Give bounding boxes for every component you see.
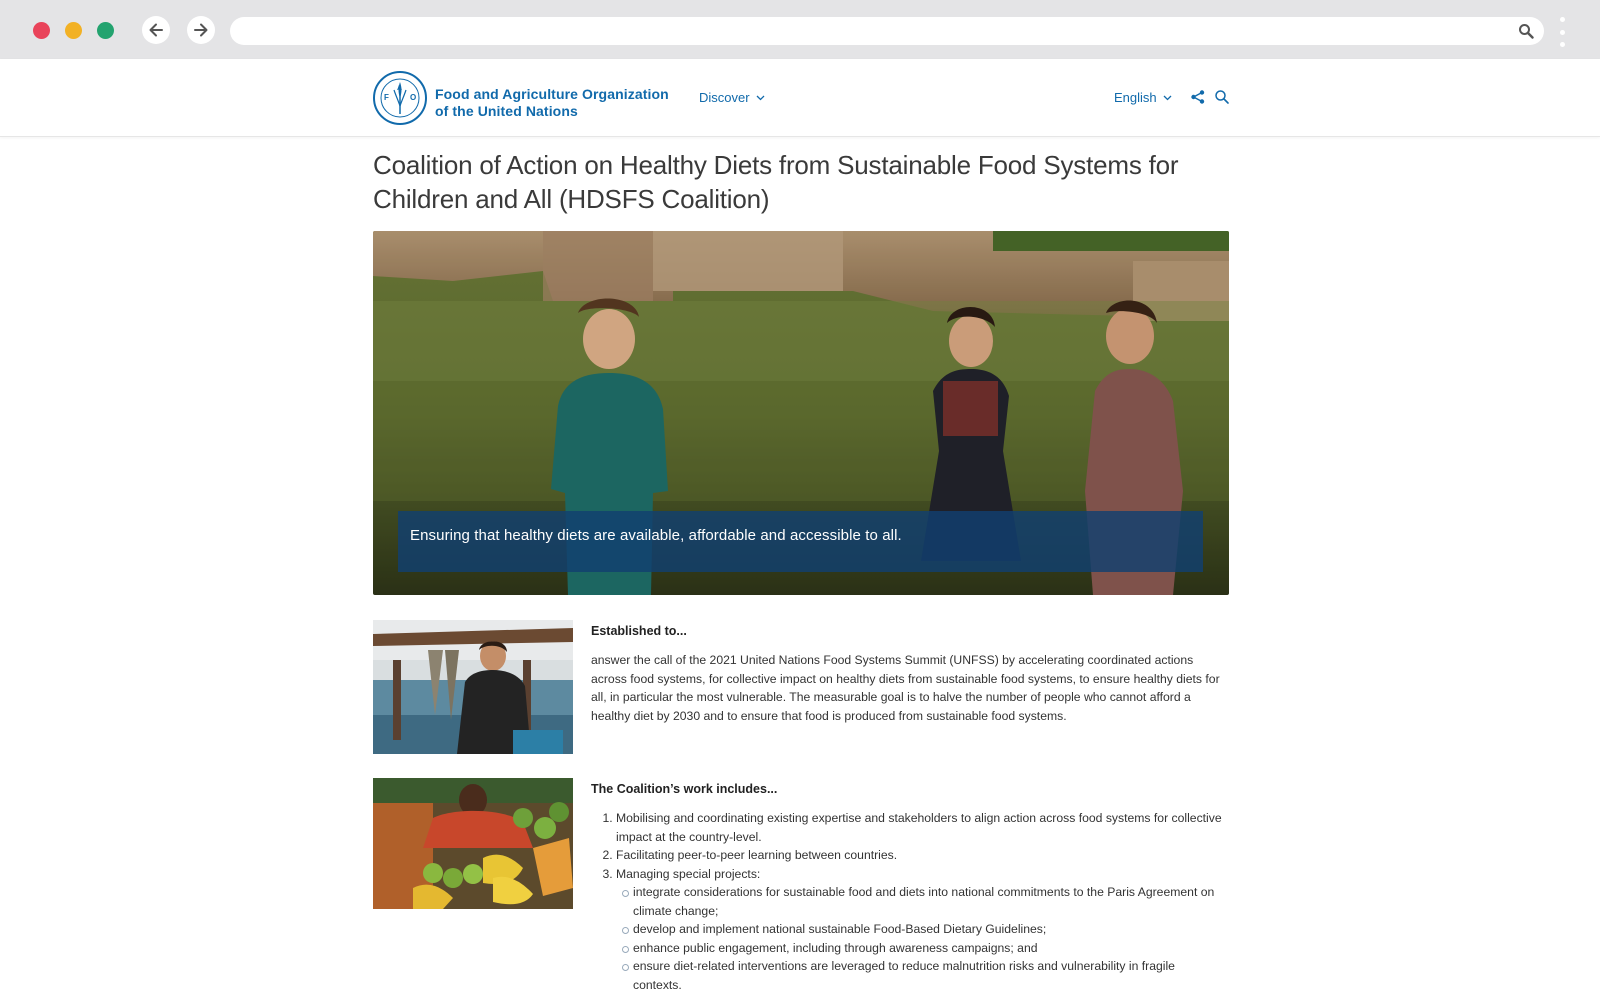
hero-caption: Ensuring that healthy diets are available, affordable and accessible to all. <box>398 511 1203 572</box>
established-text <box>591 620 1225 725</box>
close-window-button[interactable] <box>33 22 50 39</box>
site-header <box>0 59 1600 137</box>
browser-toolbar <box>0 0 1600 59</box>
arrow-left-icon <box>147 21 165 39</box>
sub-item: ensure diet-related interventions are leveraged to reduce malnutrition risks and vulnerability in fragile contexts. <box>633 957 1225 994</box>
language-selector[interactable] <box>1114 90 1172 105</box>
work-item <box>616 865 1225 995</box>
work-text <box>591 778 1225 994</box>
nav-discover-label: Discover <box>699 90 750 105</box>
work-list <box>591 809 1225 994</box>
svg-text:F: F <box>384 93 389 102</box>
svg-text:A: A <box>397 85 403 92</box>
work-section <box>373 778 1229 1000</box>
language-label: English <box>1114 90 1157 105</box>
minimize-window-button[interactable] <box>65 22 82 39</box>
chevron-down-icon <box>756 95 765 101</box>
org-name-line1: Food and Agriculture Organization <box>435 86 669 102</box>
chevron-down-icon <box>1163 95 1172 101</box>
search-icon[interactable] <box>1214 89 1230 105</box>
work-item-label: Managing special projects: <box>616 866 761 881</box>
svg-text:O: O <box>410 93 417 102</box>
org-name[interactable] <box>435 86 669 120</box>
special-projects-list <box>616 883 1225 994</box>
share-icon[interactable] <box>1190 89 1206 105</box>
hero-image <box>373 231 1229 595</box>
fruit-market-image <box>373 778 573 909</box>
fao-logo[interactable] <box>372 70 428 126</box>
arrow-right-icon <box>192 21 210 39</box>
address-bar[interactable] <box>230 17 1544 45</box>
work-item: 1. Mobilising and coordinating existing expertise and stakeholders to align action across food systems for collective impact at the country-level. <box>616 809 1225 846</box>
nav-discover[interactable] <box>699 90 765 105</box>
forward-button[interactable] <box>187 16 215 44</box>
back-button[interactable] <box>142 16 170 44</box>
established-heading: Established to... <box>591 624 687 638</box>
kebab-menu-icon[interactable] <box>1559 17 1565 47</box>
sub-item: integrate considerations for sustainable food and diets into national commitments to the Paris Agreement on climate change; <box>633 883 1225 920</box>
page-title: Coalition of Action on Healthy Diets from Sustainable Food Systems for Children and All (HDSFS Coalition) <box>373 150 1179 214</box>
established-body: answer the call of the 2021 United Nations Food Systems Summit (UNFSS) by accelerating coordinated actions across food systems, for collective impact on healthy diets from sustainable food systems, to ensure healthy diets for all, in particular the most vulnerable. The measurable goal is to halve the number of people who cannot afford a healthy diet by 2030 and to ensure that food is produced from sustainable food systems. <box>591 653 1220 723</box>
maximize-window-button[interactable] <box>97 22 114 39</box>
fish-vendor-image <box>373 620 573 754</box>
established-section <box>373 620 1229 760</box>
sub-item: enhance public engagement, including through awareness campaigns; and <box>633 939 1225 958</box>
work-item: 2. Facilitating peer-to-peer learning between countries. <box>616 846 1225 865</box>
org-name-line2: of the United Nations <box>435 103 578 119</box>
search-icon[interactable] <box>1518 23 1534 39</box>
work-heading: The Coalition’s work includes... <box>591 782 778 796</box>
sub-item: develop and implement national sustainable Food-Based Dietary Guidelines; <box>633 920 1225 939</box>
